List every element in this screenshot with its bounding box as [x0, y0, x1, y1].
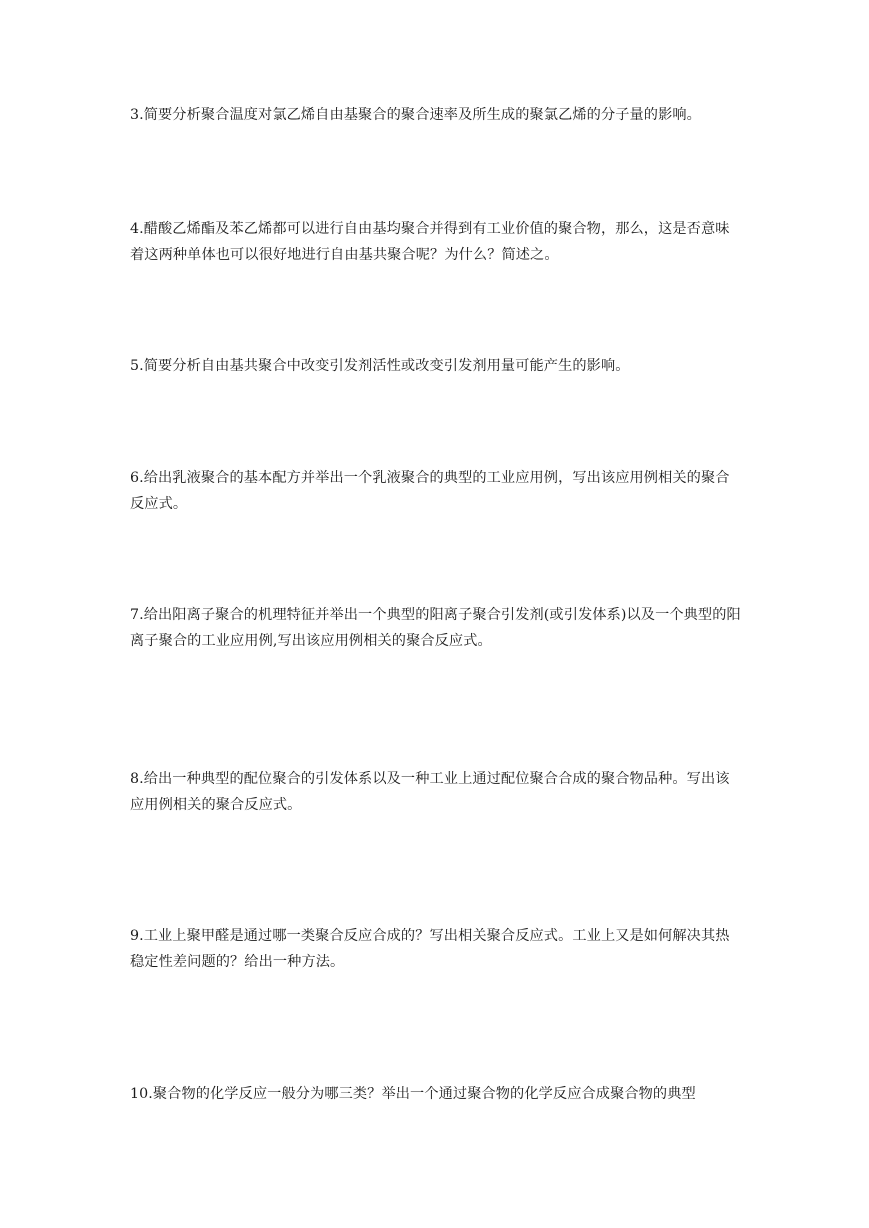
question-7: 7.给出阳离子聚合的机理特征并举出一个典型的阳离子聚合引发剂(或引发体系)以及一个典型的阳离子聚合的工业应用例,写出该应用例相关的聚合反应式。	[130, 607, 741, 649]
question-4: 4.醋酸乙烯酯及苯乙烯都可以进行自由基均聚合并得到有工业价值的聚合物，那么，这是否意味着这两种单体也可以很好地进行自由基共聚合呢？为什么？简述之。	[130, 221, 730, 263]
question-5: 5.简要分析自由基共聚合中改变引发剂活性或改变引发剂用量可能产生的影响。	[130, 358, 630, 374]
question-6: 6.给出乳液聚合的基本配方并举出一个乳液聚合的典型的工业应用例，写出该应用例相关的聚合反应式。	[130, 470, 730, 512]
question-9: 9.工业上聚甲醛是通过哪一类聚合反应合成的？写出相关聚合反应式。工业上又是如何解决其热稳定性差问题的？给出一种方法。	[130, 928, 730, 970]
question-3: 3.简要分析聚合温度对氯乙烯自由基聚合的聚合速率及所生成的聚氯乙烯的分子量的影响。	[130, 107, 701, 123]
question-8: 8.给出一种典型的配位聚合的引发体系以及一种工业上通过配位聚合合成的聚合物品种。写出该应用例相关的聚合反应式。	[130, 771, 730, 813]
question-10: 10.聚合物的化学反应一般分为哪三类？举出一个通过聚合物的化学反应合成聚合物的典型	[130, 1086, 696, 1102]
